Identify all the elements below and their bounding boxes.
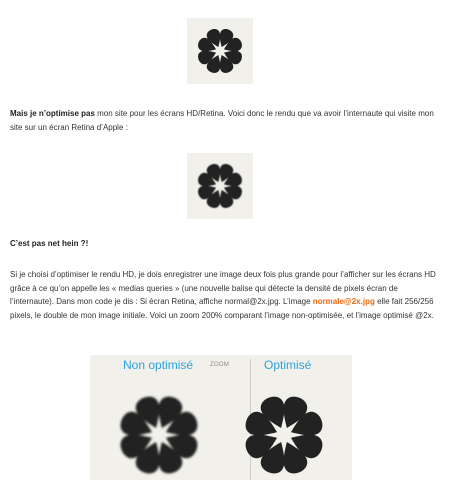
- paragraph-text: elle fait 256/256 pixels, le double de mon image initiale. Voici un zoom 200% comparant l’image non-optimisée, et l’image optimisé @2x.: [10, 297, 434, 320]
- zoom-comparison-image: [90, 355, 352, 480]
- flower-icon: [196, 162, 244, 210]
- paragraph-text: Si je choisi d’optimiser le rendu HD, je dois enregistrer une image deux fois plus grande pour l’afficher sur les écrans HD grâce à ce qu’on appelle les « medias queries » (une nouvelle balise qui détecte la densité de pixels écran de l’internaute). Dans mon code je dis : Si écran Retina, affiche normal@2x.jpg. L’image: [10, 270, 436, 307]
- paragraph-bold-lead: Mais je n’optimise pas: [10, 109, 95, 118]
- flower-icon: [196, 27, 244, 75]
- flower-image-normal: [187, 18, 253, 84]
- flower-icon: [117, 393, 201, 477]
- label-non-optimised: Non optimisé: [123, 358, 194, 372]
- image-filename-link[interactable]: normale@2x.jpg: [312, 297, 375, 307]
- paragraph-optimise-hd: [10, 268, 444, 322]
- label-zoom: ZOOM: [210, 362, 230, 368]
- flower-image-retina-blurry: [187, 153, 253, 219]
- paragraph-not-optimised: [10, 107, 444, 134]
- flower-icon: [242, 393, 326, 477]
- label-optimised: Optimisé: [264, 358, 312, 372]
- paragraph-text: mon site pour les écrans HD/Retina. Voici donc le rendu que va avoir l’internaute qui visite mon site sur un écran Retina d’Apple :: [10, 109, 434, 132]
- paragraph-bold-lead: C’est pas net hein ?!: [10, 239, 89, 248]
- paragraph-not-sharp: [10, 237, 444, 251]
